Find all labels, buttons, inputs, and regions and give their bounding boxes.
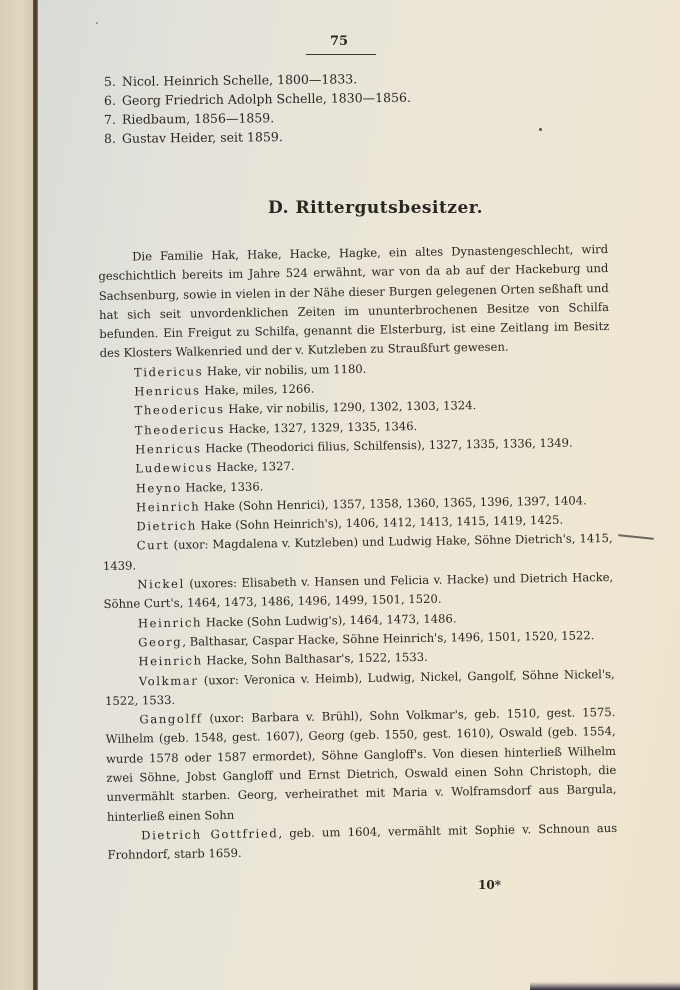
entry-text: Hacke, 1336. — [181, 478, 264, 495]
entry-name: Ludewicus — [135, 460, 213, 476]
section-heading: D. Rittergutsbesitzer. — [268, 198, 484, 218]
page-number-rule — [306, 54, 376, 55]
list-text: Georg Friedrich Adolph Schelle, 1830—1856. — [121, 89, 411, 108]
entry-name: Theodericus — [134, 421, 226, 438]
entry-name: Henricus — [134, 383, 201, 399]
entry-text: Hacke, Sohn Balthasar's, 1522, 1533. — [202, 650, 428, 668]
entry — [107, 819, 618, 866]
list-number: 6. — [103, 92, 117, 108]
page-number: 75 — [330, 34, 349, 49]
list-number: 5. — [103, 73, 117, 89]
entry-name: Heyno — [135, 480, 182, 495]
list-text: Gustav Heider, seit 1859. — [121, 129, 283, 146]
entry-name: Georg — [138, 634, 183, 650]
entry-text: Hacke, 1327, 1329, 1335, 1346. — [224, 418, 418, 436]
entry-name: Heinrich — [138, 653, 203, 669]
entry-text: Hake, vir nobilis, um 1180. — [203, 361, 367, 379]
entry-name: Theodericus — [134, 402, 225, 418]
entry-text: (uxor: Barbara v. Brühl), Sohn Volkmar's, geb. 1510, gest. 1575. Wilhelm (geb. 1548, gest. 1607), Georg (geb. 1550, gest. 1610), Oswald (geb. 1554, wurde 1578 oder 1587 ermordet), Söhne Gangloff's. Von diesen hinterließ Wilhelm zwei Söhne, Jobst Gangloff und Ernst Dietrich, Oswald einen Sohn Christoph, die unvermählt starben. Georg, verheirathet mit Maria v. Wolframsdorf aus Bargula, hinterließ einen Sohn — [105, 705, 617, 824]
entry-text: Hacke (Theodorici filius, Schilfensis), 1327, 1335, 1336, 1349. — [201, 435, 573, 456]
entry-text: Hake (Sohn Henrici), 1357, 1358, 1360, 1365, 1396, 1397, 1404. — [200, 493, 587, 514]
entry-name: Heinrich — [135, 499, 201, 515]
entry-name: Tidericus — [133, 364, 204, 380]
entry-name: Gangolff — [139, 711, 203, 727]
list-item — [104, 126, 411, 148]
entry-name: Nickel — [137, 576, 185, 592]
entry-text: Hake, vir nobilis, 1290, 1302, 1303, 1324. — [224, 398, 477, 417]
entry-text: (uxor: Magdalena v. Kutzleben) und Ludwig Hake, Söhne Dietrich's, 1415, 1439. — [102, 531, 613, 573]
list-number: 7. — [103, 111, 117, 127]
section-body — [98, 240, 618, 865]
entry-name: Dietrich — [136, 518, 198, 534]
facing-page-edge — [0, 0, 36, 990]
intro-paragraph: Die Familie Hak, Hake, Hacke, Hagke, ein altes Dynastengeschlecht, wird geschichtlich bereits im Jahre 524 erwähnt, war von da ab auf der Hackeburg und Sachsenburg, sowie in vielen in der Nähe dieser Burgen gelegenen Orten seßhaft und hat sich seit unvordenklichen Zeiten im ununterbrochenen Besitze von Schilfa befunden. Ein Freigut zu Schilfa, genannt die Elsterburg, ist eine Zeitlang im Besitz des Klosters Walkenried und der v. Kutzleben zu Straußfurt gewesen. — [98, 241, 610, 361]
entry-name: Curt — [136, 538, 170, 553]
entry — [105, 703, 617, 827]
entry-name: Dietrich Gottfried — [141, 826, 279, 843]
entry-name: Henricus — [135, 441, 202, 457]
entry-name: Heinrich — [137, 615, 203, 631]
list-text: Riedbaum, 1856—1859. — [121, 110, 275, 127]
ink-speck — [96, 22, 98, 24]
entry-text: , Balthasar, Caspar Hacke, Söhne Heinrich's, 1496, 1501, 1520, 1522. — [182, 628, 595, 649]
signature-mark: 10* — [478, 878, 501, 892]
entry-text: , geb. um 1604, vermählt mit Sophie v. Schnoun aus Frohndorf, starb 1659. — [107, 820, 618, 863]
list-text: Nicol. Heinrich Schelle, 1800—1833. — [121, 71, 358, 89]
entry-text: Hake, miles, 1266. — [200, 381, 315, 398]
entry-text: (uxor: Veronica v. Heimb), Ludwig, Nickel, Gangolf, Söhne Nickel's, 1522, 1533. — [105, 666, 615, 708]
entry-name: Volkmar — [138, 673, 199, 688]
entry-text: Hake (Sohn Heinrich's), 1406, 1412, 1413, 1415, 1419, 1425. — [196, 512, 564, 533]
ink-speck — [539, 128, 542, 131]
entry-text: (uxores: Elisabeth v. Hansen und Felicia v. Hacke) und Dietrich Hacke, Söhne Curt's, 1464, 1473, 1486, 1496, 1499, 1501, 1520. — [103, 569, 614, 612]
list-number: 8. — [103, 130, 117, 146]
entry-text: Hacke (Sohn Ludwig's), 1464, 1473, 1486. — [201, 611, 457, 630]
entry-text: Hacke, 1327. — [212, 459, 295, 475]
page-bottom-shadow — [530, 982, 680, 990]
owner-list — [104, 72, 411, 148]
